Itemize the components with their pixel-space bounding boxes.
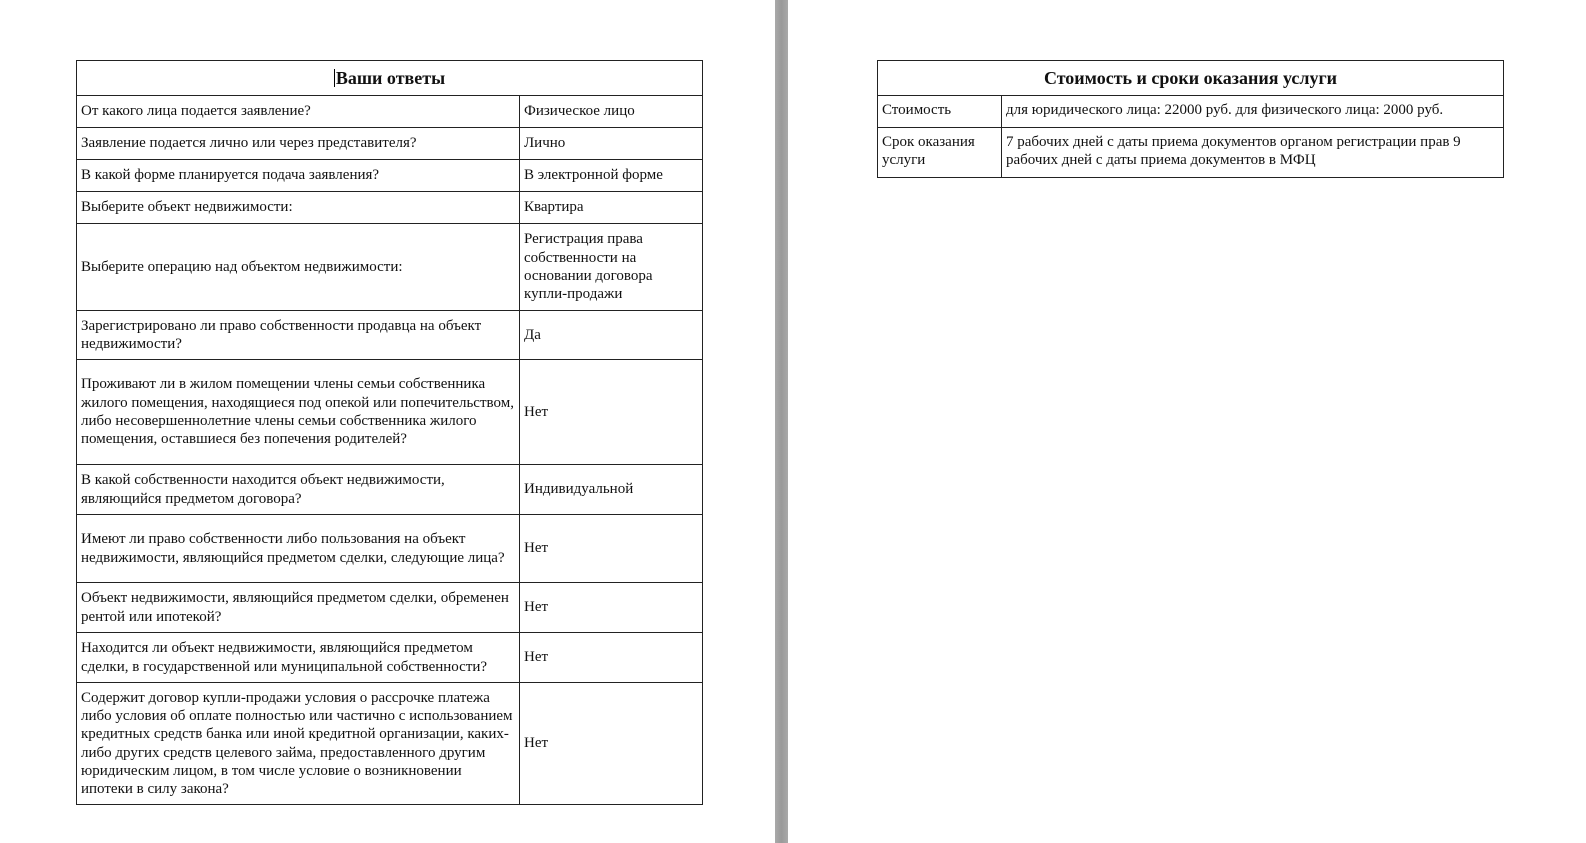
answer-cell: В электронной форме: [520, 160, 703, 192]
cost-table-title: Стоимость и сроки оказания услуги: [878, 61, 1504, 96]
text-cursor: [334, 69, 335, 87]
term-label-cell: Срок оказания услуги: [878, 128, 1002, 178]
table-row: [77, 224, 703, 311]
answer-cell: Лично: [520, 128, 703, 160]
answer-cell: Квартира: [520, 192, 703, 224]
table-row: [77, 360, 703, 465]
question-cell: Зарегистрировано ли право собственности продавца на объект недвижимости?: [77, 311, 520, 360]
answer-cell: Индивидуальной: [520, 465, 703, 515]
answers-table-title-cell[interactable]: [77, 61, 703, 96]
document-page-right: [795, 0, 1586, 843]
question-cell: Проживают ли в жилом помещении члены семьи собственника жилого помещения, находящиеся под опекой или попечительством, либо несовершеннолетние члены семьи собственника жилого помещения, оставшиеся без попечения родителей?: [77, 360, 520, 465]
answer-cell: Регистрация права собственности на основании договора купли-продажи: [520, 224, 703, 311]
answers-table: [76, 60, 703, 805]
question-cell: В какой собственности находится объект недвижимости, являющийся предметом договора?: [77, 465, 520, 515]
term-value-cell: 7 рабочих дней с даты приема документов органом регистрации прав 9 рабочих дней с даты приема документов в МФЦ: [1002, 128, 1504, 178]
table-row: [77, 311, 703, 360]
page-separator-bar: [775, 0, 788, 843]
table-row: [77, 515, 703, 583]
answer-cell: Нет: [520, 633, 703, 683]
question-cell: Объект недвижимости, являющийся предметом сделки, обременен рентой или ипотекой?: [77, 583, 520, 633]
question-cell: В какой форме планируется подача заявления?: [77, 160, 520, 192]
table-row: [77, 160, 703, 192]
question-cell: Выберите операцию над объектом недвижимости:: [77, 224, 520, 311]
document-page-left: [0, 0, 770, 843]
table-row: [77, 683, 703, 805]
question-cell: Выберите объект недвижимости:: [77, 192, 520, 224]
question-cell: Заявление подается лично или через представителя?: [77, 128, 520, 160]
answers-table-title: Ваши ответы: [335, 67, 446, 88]
question-cell: Содержит договор купли-продажи условия о рассрочке платежа либо условия об оплате полностью или частично с использованием кредитных средств банка или иной кредитной организации, каких-либо других средств целевого займа, предоставленного другим юридическим лицом, в том числе условие о возникновении ипотеки в силу закона?: [77, 683, 520, 805]
cost-table: [877, 60, 1504, 178]
page-separator: [770, 0, 795, 843]
cost-label-cell: Стоимость: [878, 96, 1002, 128]
answer-cell: Нет: [520, 360, 703, 465]
question-cell: От какого лица подается заявление?: [77, 96, 520, 128]
table-row: [77, 96, 703, 128]
table-row: [878, 128, 1504, 178]
cost-table-header: [878, 61, 1504, 96]
table-row: [878, 96, 1504, 128]
table-row: [77, 583, 703, 633]
answers-table-header: [77, 61, 703, 96]
answer-cell: Нет: [520, 683, 703, 805]
table-row: [77, 192, 703, 224]
answer-cell: Физическое лицо: [520, 96, 703, 128]
cost-value-cell: для юридического лица: 22000 руб. для физического лица: 2000 руб.: [1002, 96, 1504, 128]
answer-cell: Нет: [520, 515, 703, 583]
question-cell: Имеют ли право собственности либо пользования на объект недвижимости, являющийся предметом сделки, следующие лица?: [77, 515, 520, 583]
question-cell: Находится ли объект недвижимости, являющийся предметом сделки, в государственной или муниципальной собственности?: [77, 633, 520, 683]
table-row: [77, 465, 703, 515]
table-row: [77, 128, 703, 160]
answer-cell: Нет: [520, 583, 703, 633]
table-row: [77, 633, 703, 683]
answer-cell: Да: [520, 311, 703, 360]
